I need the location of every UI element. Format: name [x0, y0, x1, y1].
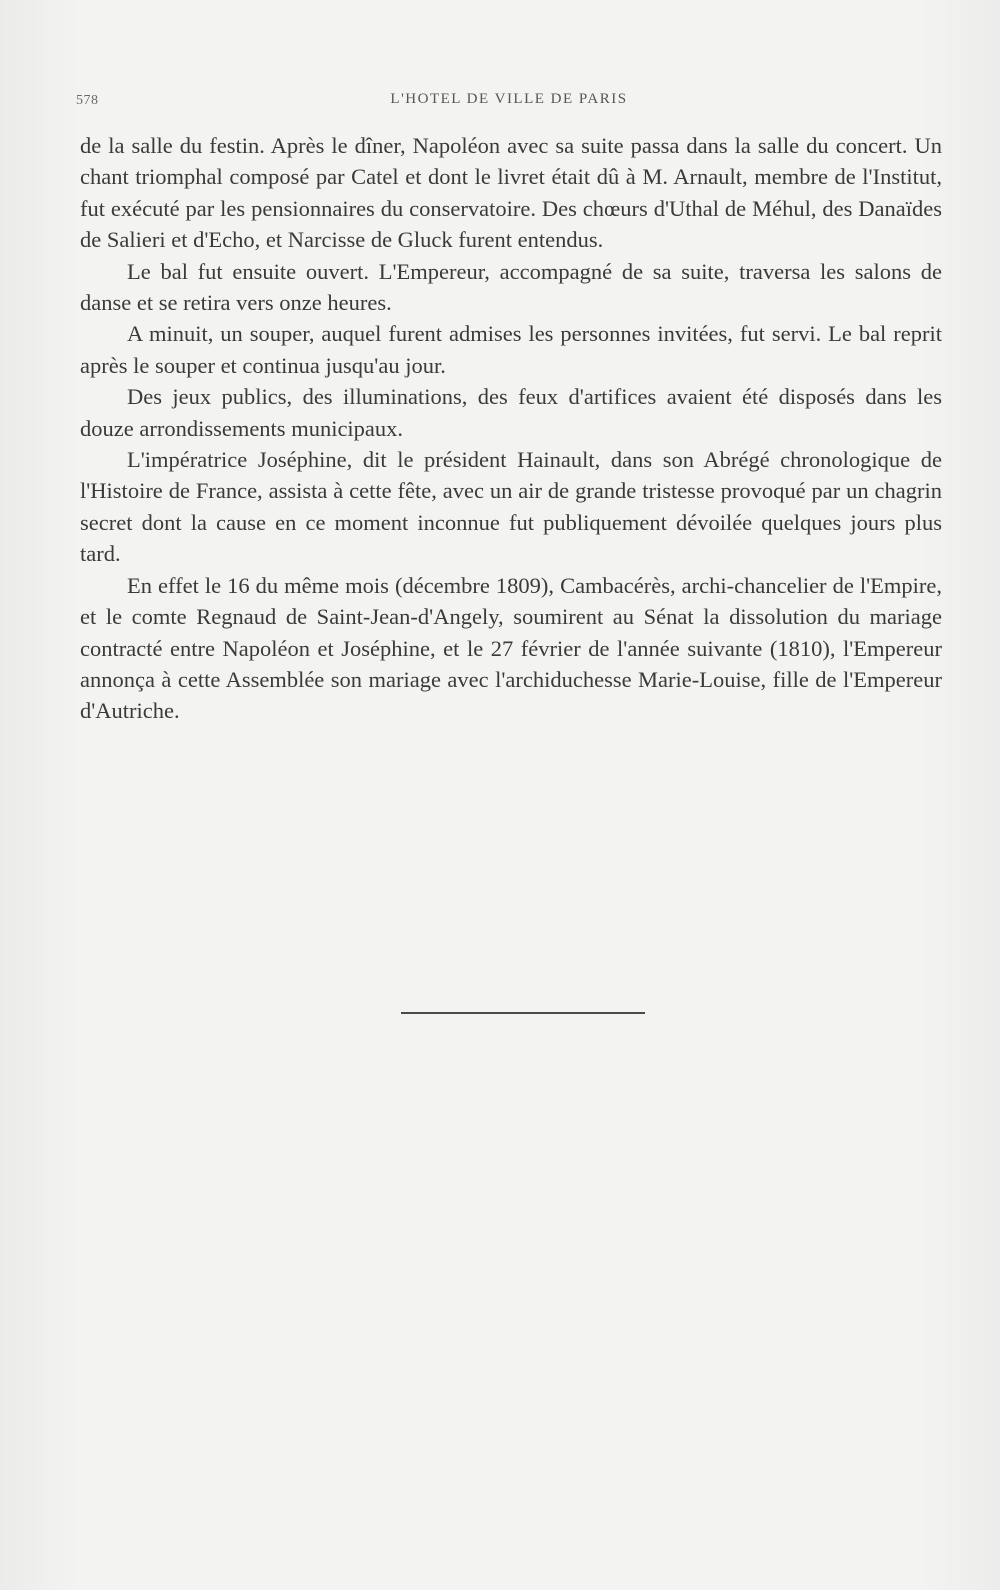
- paragraph: Des jeux publics, des illuminations, des feux d'artifices avaient été disposés dans les douze arrondissements municipaux.: [80, 384, 942, 441]
- section-end-rule: [401, 1012, 645, 1014]
- paragraph: A minuit, un souper, auquel furent admises les personnes invitées, fut servi. Le bal reprit après le souper et continua jusqu'au jour.: [80, 321, 942, 378]
- paragraph-continued: de la salle du festin. Après le dîner, Napoléon avec sa suite passa dans la salle du concert. Un chant triomphal composé par Catel et dont le livret était dû à M. Arnault, membre de l'Institut, fut exécuté par les pensionnaires du conservatoire. Des chœurs d'Uthal de Méhul, des Danaïdes de Salieri et d'Echo, et Narcisse de Gluck furent entendus.: [80, 133, 942, 253]
- page-number: 578: [76, 93, 99, 108]
- paragraph: En effet le 16 du même mois (décembre 1809), Cambacérès, archi-chancelier de l'Empire, et le comte Regnaud de Saint-Jean-d'Angely, soumirent au Sénat la dissolution du mariage contracté entre Napoléon et Joséphine, et le 27 février de l'année suivante (1810), l'Empereur annonça à cette Assemblée son mariage avec l'archiduchesse Marie-Louise, fille de l'Empereur d'Autriche.: [80, 572, 942, 724]
- running-head: [76, 91, 942, 115]
- paragraph: L'impératrice Joséphine, dit le président Hainault, dans son Abrégé chronologique de l'Histoire de France, assista à cette fête, avec un air de grande tristesse provoqué par un chagrin secret dont la cause en ce moment inconnue fut publiquement dévoilée quelques jours plus tard.: [80, 447, 942, 567]
- body-text: [80, 130, 942, 727]
- running-title: L'HOTEL DE VILLE DE PARIS: [390, 91, 628, 107]
- paragraph: Le bal fut ensuite ouvert. L'Empereur, accompagné de sa suite, traversa les salons de danse et se retira vers onze heures.: [80, 258, 942, 316]
